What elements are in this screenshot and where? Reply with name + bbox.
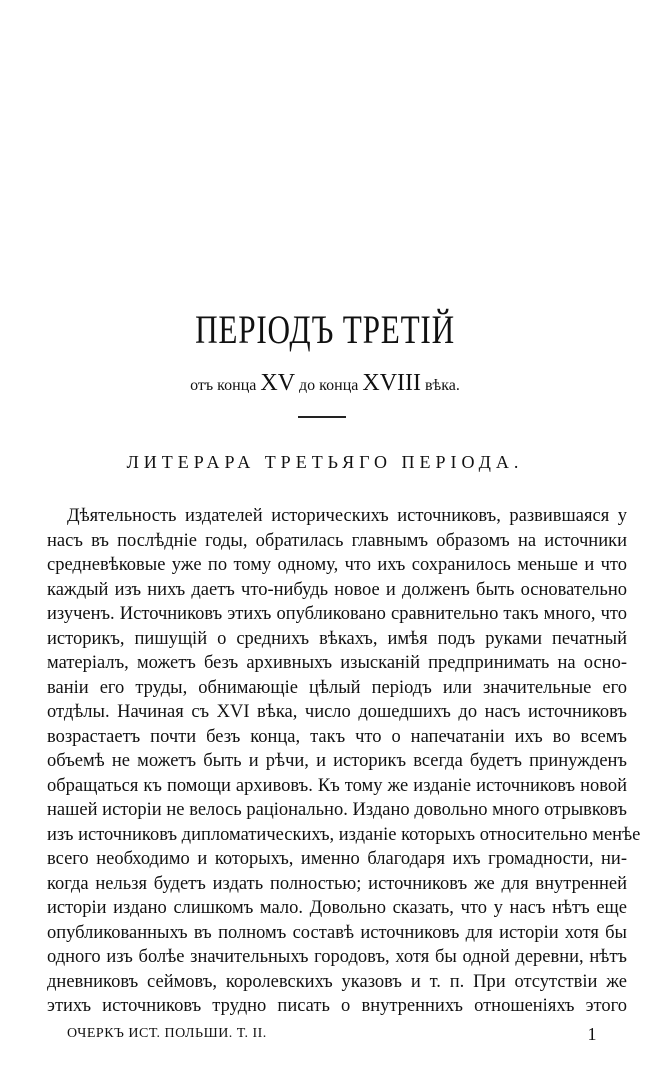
text-line: матеріалъ, можетъ безъ архивныхъ изысканій предпринимать на осно- (47, 653, 627, 673)
subtitle-text: вѣка. (421, 377, 460, 394)
chapter-subtitle (0, 370, 650, 397)
subtitle-century-start: XV (260, 370, 296, 396)
subtitle-text: отъ конца (190, 377, 261, 394)
text-line: отдѣлы. Начиная съ XVI вѣка, число дошедшихъ до насъ источниковъ (47, 702, 627, 722)
subtitle-century-end: XVIII (362, 370, 421, 396)
text-line: Дѣятельность издателей историческихъ источниковъ, развившаяся у (67, 506, 627, 526)
text-line: когда нельзя будетъ издать полностью; источниковъ же для внутренней (47, 873, 627, 894)
text-line: насъ въ послѣдніе годы, обратилась главнымъ образомъ на источники (47, 530, 627, 551)
text-line: опубликованныхъ въ полномъ составѣ источниковъ для исторіи хотя бы (47, 922, 627, 943)
page-footer (67, 1026, 597, 1042)
body-text (47, 504, 641, 1019)
text-line: изъ источниковъ дипломатическихъ, изданіе которыхъ относительно менѣе (47, 824, 641, 845)
page-number: 1 (587, 1024, 597, 1044)
printer-signature: ОЧЕРКЪ ИСТ. ПОЛЬШИ. Т. II. (67, 1026, 267, 1041)
subtitle-text: до конца (295, 377, 363, 394)
text-line: нашей исторіи не велось раціонально. Издано довольно много отрывковъ (47, 800, 627, 820)
section-heading: ЛИТЕРАРА ТРЕТЬЯГО ПЕРІОДА. (126, 452, 524, 472)
text-line: дневниковъ сеймовъ, королевскихъ указовъ и т. п. При отсутствіи же (47, 971, 627, 992)
text-line: возрастаетъ почти безъ конца, такъ что о напечатаніи ихъ во всемъ (47, 726, 627, 747)
text-line: одного изъ болѣе значительныхъ городовъ, хотя бы одной деревни, нѣтъ (47, 947, 627, 967)
divider-rule (298, 416, 346, 418)
text-line: изученъ. Источниковъ этихъ опубликовано сравнительно такъ много, что (47, 604, 627, 624)
text-line: всего необходимо и которыхъ, именно благодаря ихъ громадности, ни- (47, 849, 627, 869)
text-line: обращаться къ помощи архивовъ. Къ тому же изданіе источниковъ новой (47, 775, 627, 796)
text-line: каждый изъ нихъ даетъ что-нибудь новое и долженъ быть основательно (47, 579, 627, 600)
text-line: объемѣ не можетъ быть и рѣчи, и историкъ всегда будетъ принужденъ (47, 751, 627, 771)
chapter-title: ПЕРІОДЪ ТРЕТІЙ (195, 307, 455, 352)
text-line: ваніи его труды, обнимающіе цѣлый періодъ или значительные его (47, 677, 627, 698)
text-line: средневѣковые уже по тому одному, что ихъ сохранилось меньше и что (47, 555, 627, 575)
text-line: этихъ источниковъ трудно писать о внутреннихъ отношеніяхъ этого (47, 996, 627, 1016)
text-line: исторіи издано слишкомъ мало. Довольно сказать, что у насъ нѣтъ еще (47, 898, 627, 918)
text-line: историкъ, пишущій о среднихъ вѣкахъ, имѣя подъ руками печатный (47, 628, 627, 649)
